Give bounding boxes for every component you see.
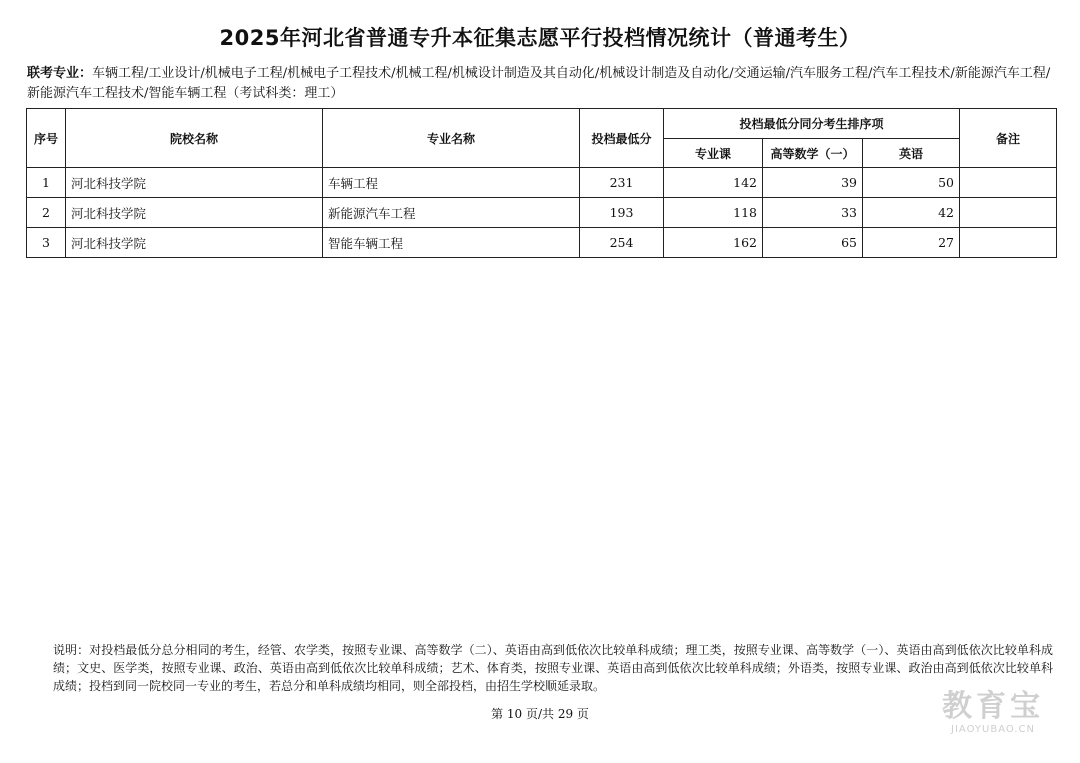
cell-school: 河北科技学院 — [66, 228, 323, 258]
cell-major-course: 118 — [664, 198, 763, 228]
cell-math: 65 — [763, 228, 863, 258]
cell-major-course: 142 — [664, 168, 763, 198]
header-major-course: 专业课 — [664, 139, 763, 168]
table-row — [27, 168, 1057, 198]
header-school: 院校名称 — [66, 109, 323, 168]
watermark-main: 教育宝 — [942, 689, 1044, 724]
admission-table — [26, 108, 1057, 258]
cell-remark — [960, 228, 1057, 258]
cell-english: 27 — [863, 228, 960, 258]
table-row — [27, 198, 1057, 228]
header-math: 高等数学（一） — [763, 139, 863, 168]
page-number: 第 10 页/共 29 页 — [491, 707, 589, 721]
cell-school: 河北科技学院 — [66, 168, 323, 198]
explanation-note: 说明：对投档最低分总分相同的考生，经管、农学类，按照专业课、高等数学（二）、英语由高到低依次比较单科成绩；理工类，按照专业课、高等数学（一）、英语由高到低依次比较单科成绩；文史、医学类，按照专业课、政治、英语由高到低依次比较单科成绩；艺术、体育类，按照专业课、英语由高到低依次比较单科成绩；外语类，按照专业课、政治由高到低依次比较单科成绩；投档到同一院校同一专业的考生，若总分和单科成绩均相同，则全部投档，由招生学校顺延录取。 — [53, 643, 1053, 693]
header-tiebreak-group: 投档最低分同分考生排序项 — [664, 109, 960, 139]
majors-text: 车辆工程/工业设计/机械电子工程/机械电子工程技术/机械工程/机械设计制造及其自动化/机械设计制造及自动化/交通运输/汽车服务工程/汽车工程技术/新能源汽车工程/新能源汽车工程技术/智能车辆工程（考试科类：理工） — [27, 66, 1051, 101]
cell-seq: 2 — [27, 198, 66, 228]
cell-school: 河北科技学院 — [66, 198, 323, 228]
header-major: 专业名称 — [323, 109, 580, 168]
cell-math: 33 — [763, 198, 863, 228]
cell-english: 50 — [863, 168, 960, 198]
cell-min-score: 231 — [580, 168, 664, 198]
cell-major: 车辆工程 — [323, 168, 580, 198]
watermark-url: JIAOYUBAO.CN — [951, 724, 1035, 735]
majors-label: 联考专业： — [27, 66, 93, 81]
header-remark: 备注 — [960, 109, 1057, 168]
cell-min-score: 193 — [580, 198, 664, 228]
page-title: 2025年河北省普通专升本征集志愿平行投档情况统计（普通考生） — [219, 26, 861, 50]
cell-major: 智能车辆工程 — [323, 228, 580, 258]
cell-seq: 1 — [27, 168, 66, 198]
header-english: 英语 — [863, 139, 960, 168]
cell-english: 42 — [863, 198, 960, 228]
header-min-score: 投档最低分 — [580, 109, 664, 168]
table-row — [27, 228, 1057, 258]
watermark-logo — [918, 690, 1068, 735]
cell-remark — [960, 168, 1057, 198]
majors-list — [27, 64, 1057, 104]
cell-remark — [960, 198, 1057, 228]
cell-math: 39 — [763, 168, 863, 198]
header-seq: 序号 — [27, 109, 66, 168]
cell-min-score: 254 — [580, 228, 664, 258]
cell-major-course: 162 — [664, 228, 763, 258]
cell-major: 新能源汽车工程 — [323, 198, 580, 228]
cell-seq: 3 — [27, 228, 66, 258]
